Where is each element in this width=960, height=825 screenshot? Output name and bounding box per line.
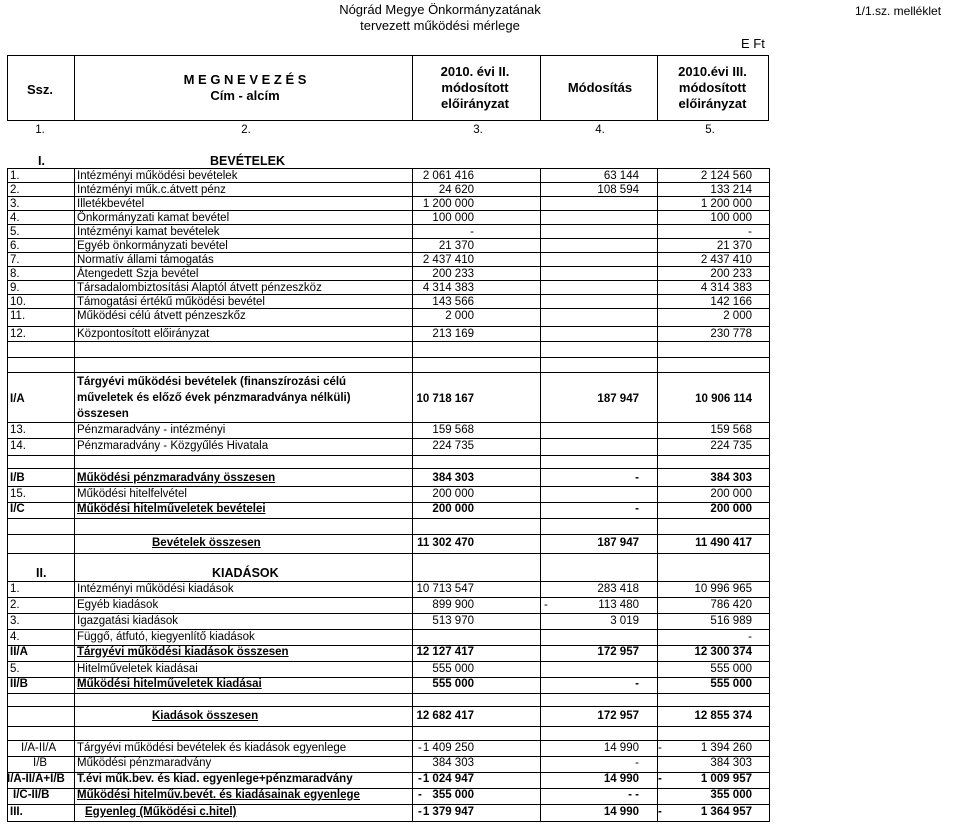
column-divider [657, 55, 658, 121]
row-v1: 100 000 [432, 212, 474, 224]
row-modification: 187 947 [597, 393, 639, 405]
row-separator [7, 238, 769, 239]
row-v1: 159 568 [432, 424, 474, 436]
row-number: 7. [10, 254, 20, 266]
row-v1-sign: - [418, 806, 422, 818]
column-number: 5. [705, 124, 715, 136]
row-name: Működési hitelfelvétel [77, 488, 187, 500]
row-v1: 384 303 [432, 472, 474, 484]
row-separator [7, 534, 769, 535]
row-number: I/C [10, 503, 25, 515]
row-modification: 172 957 [597, 710, 639, 722]
header-modification: Módosítás [567, 80, 633, 95]
row-v3: 12 300 374 [694, 646, 752, 658]
row-separator [7, 357, 769, 358]
row-name: Bevételek összesen [152, 537, 261, 549]
row-name: Működési hitelműveletek kiadásai [77, 678, 262, 690]
row-v3: 1 200 000 [700, 198, 752, 210]
row-number: 11. [10, 310, 26, 322]
row-separator [7, 740, 769, 741]
section-number: I. [38, 154, 45, 168]
header-v1-line-2: módosított [441, 80, 509, 95]
column-number: 3. [473, 124, 483, 136]
row-number: 1. [10, 583, 20, 595]
row-v3: 21 370 [716, 240, 752, 252]
row-name-line-3: összesen [77, 408, 129, 420]
header-v1-line-3: előirányzat [441, 96, 509, 111]
row-v3: 4 314 383 [700, 282, 752, 294]
row-v3: 133 214 [710, 184, 752, 196]
row-v3: 10 906 114 [695, 393, 752, 405]
section-title: BEVÉTELEK [210, 154, 286, 168]
row-name: Intézményi kamat bevételek [77, 226, 220, 238]
row-v1: 1 200 000 [422, 198, 474, 210]
row-separator [7, 661, 769, 662]
column-divider [540, 55, 541, 121]
row-name: Működési hitelműveletek bevételei [77, 503, 266, 515]
row-separator [7, 804, 769, 805]
row-v3: 516 989 [710, 615, 752, 627]
row-v3: 159 568 [710, 424, 752, 436]
row-v1: 24 620 [438, 184, 474, 196]
column-number: 4. [595, 124, 605, 136]
row-modification: - [635, 678, 639, 690]
row-v1: 10 718 167 [416, 393, 474, 405]
row-v3-sign: - [658, 773, 662, 785]
row-v3: 12 855 374 [694, 710, 752, 722]
row-separator [7, 438, 769, 439]
row-v1: 4 314 383 [422, 282, 474, 294]
row-v1: 355 000 [432, 789, 474, 801]
row-v1: 200 000 [432, 488, 474, 500]
row-name: Társadalombiztosítási Alaptól átvett pénzeszköz [77, 282, 322, 294]
row-v3: 2 000 [723, 310, 752, 322]
row-v1: 21 370 [438, 240, 474, 252]
page-title [290, 2, 590, 34]
row-name: Normatív állami támogatás [77, 254, 214, 266]
row-separator [7, 266, 769, 267]
row-v1: 200 233 [432, 268, 474, 280]
title-line-2: tervezett működési mérlege [360, 18, 520, 33]
row-v1: 224 735 [432, 440, 474, 452]
row-v1: 2 437 410 [422, 254, 474, 266]
row-v1: 899 900 [432, 599, 474, 611]
row-v3: 200 233 [710, 268, 752, 280]
row-v1: 2 061 416 [422, 170, 474, 182]
row-name: Támogatási értékű működési bevétel [77, 296, 265, 308]
row-modification: 187 947 [597, 537, 639, 549]
row-v1: - [470, 226, 474, 238]
row-modification-sign: - [544, 599, 548, 611]
row-separator [7, 726, 769, 727]
row-v1: 1 024 947 [422, 773, 474, 785]
row-separator [7, 422, 769, 423]
row-v3: 2 437 410 [700, 254, 752, 266]
column-divider [7, 168, 8, 822]
column-divider [412, 168, 413, 822]
row-name: Egyéb önkormányzati bevétel [77, 240, 228, 252]
row-number: 15. [10, 488, 26, 500]
row-name: Illetékbevétel [77, 198, 145, 210]
row-modification: 14 990 [603, 773, 639, 785]
row-v1: 1 379 947 [422, 806, 474, 818]
row-name-line-2: műveletek és előző évek pénzmaradványa nélküli) [77, 392, 351, 404]
row-name: Működési pénzmaradvány [77, 757, 212, 769]
row-name: Függő, átfutó, kiegyenlítő kiadások [77, 631, 255, 643]
row-separator [7, 706, 769, 707]
row-name: Átengedett Szja bevétel [77, 268, 199, 280]
column-divider [657, 168, 658, 822]
row-number: 5. [10, 226, 20, 238]
row-v3: 1 364 957 [700, 806, 752, 818]
row-number: 1. [10, 170, 20, 182]
row-number: I/A [10, 393, 25, 405]
header-v3 [660, 64, 765, 112]
row-v3: - [748, 631, 752, 643]
row-number: 4. [10, 212, 20, 224]
row-name: Működési hitelműv.bevét. és kiadásainak egyenlege [77, 789, 360, 801]
column-number: 1. [35, 124, 45, 136]
row-v1: 384 303 [432, 757, 474, 769]
row-separator [7, 280, 769, 281]
row-name: Igazgatási kiadások [77, 615, 179, 627]
row-v1-sign: - [418, 773, 422, 785]
row-separator [7, 597, 769, 598]
row-number: 10. [10, 296, 26, 308]
row-separator [7, 182, 769, 183]
header-name [130, 72, 360, 104]
row-name: Egyéb kiadások [77, 599, 159, 611]
row-separator [7, 308, 769, 309]
row-name: Működési pénzmaradvány összesen [77, 472, 276, 484]
row-number: I/B [33, 757, 48, 769]
row-separator [7, 196, 769, 197]
section-title: KIADÁSOK [212, 566, 279, 580]
header-v1-line-1: 2010. évi II. [440, 64, 510, 79]
title-line-1: Nógrád Megye Önkormányzatának [339, 2, 541, 17]
row-separator [7, 326, 769, 327]
row-number: II/A [10, 646, 28, 658]
row-modification: - - [628, 789, 639, 801]
row-v1: 513 970 [432, 615, 474, 627]
column-divider [412, 55, 413, 121]
row-v1: 143 566 [432, 296, 474, 308]
row-v1-sign: - [418, 789, 422, 801]
row-v3: 384 303 [710, 757, 752, 769]
header-v3-line-2: módosított [678, 80, 747, 95]
row-number: 5. [10, 663, 20, 675]
header-v1 [420, 64, 530, 112]
summary-row-ia [7, 376, 769, 424]
row-name: Pénzmaradvány - intézményi [77, 424, 226, 436]
row-separator [7, 693, 769, 694]
row-v1: 12 682 417 [416, 710, 474, 722]
header-v3-line-3: előirányzat [678, 96, 747, 111]
row-modification: 283 418 [597, 583, 639, 595]
row-number: 2. [10, 184, 20, 196]
row-separator [7, 252, 769, 253]
row-separator [7, 455, 769, 456]
annex-label: 1/1.sz. melléklet [855, 4, 942, 18]
unit-label: E Ft [741, 36, 765, 51]
row-modification: - [635, 472, 639, 484]
header-name-line-1: M E G N E V E Z É S [183, 72, 307, 87]
row-separator [7, 210, 769, 211]
row-v3: - [748, 226, 752, 238]
row-name: Központosított előirányzat [77, 328, 210, 340]
row-number: I/A-II/A [21, 742, 57, 754]
row-modification: - [635, 757, 639, 769]
row-v3: 555 000 [710, 663, 752, 675]
row-separator [7, 518, 769, 519]
row-name: Önkormányzati kamat bevétel [77, 212, 230, 224]
row-name: Kiadások összesen [152, 710, 259, 722]
row-v1: 11 302 470 [417, 537, 474, 549]
row-v1: 2 000 [445, 310, 474, 322]
row-v1: 12 127 417 [416, 646, 474, 658]
row-v3: 230 778 [710, 328, 752, 340]
row-number: 3. [10, 615, 20, 627]
header-name-line-2: Cím - alcím [210, 88, 280, 103]
row-number: 2. [10, 599, 20, 611]
row-separator [7, 341, 769, 342]
row-name: Hitelműveletek kiadásai [77, 663, 198, 675]
row-name: Működési célú átvett pénzeszkőz [77, 310, 246, 322]
row-name: Egyenleg (Működési c.hitel) [85, 806, 237, 818]
row-separator [7, 821, 769, 822]
row-number: I/A-II/A+I/B [7, 773, 65, 785]
column-divider [74, 168, 75, 822]
row-v3: 142 166 [710, 296, 752, 308]
row-name-line-1: Tárgyévi működési bevételek (finanszírozási célú [77, 376, 347, 388]
row-name: Intézményi működési kiadások [77, 583, 234, 595]
row-v1-sign: - [418, 742, 422, 754]
header-ssz: Ssz. [26, 82, 53, 97]
row-v3: 200 000 [710, 503, 752, 515]
row-modification: 63 144 [603, 170, 639, 182]
row-v1: 200 000 [432, 503, 474, 515]
row-v3: 2 124 560 [700, 170, 752, 182]
row-number: I/C-II/B [13, 789, 50, 801]
row-separator [7, 372, 769, 373]
row-name: Tárgyévi működési kiadások összesen [77, 646, 289, 658]
row-number: 14. [10, 440, 26, 452]
row-modification: - [635, 503, 639, 515]
row-name: T.évi műk.bev. és kiad. egyenlege+pénzmaradvány [77, 773, 353, 785]
row-modification: 3 019 [610, 615, 639, 627]
row-v3: 555 000 [710, 678, 752, 690]
row-name: Intézményi műk.c.átvett pénz [77, 184, 226, 196]
row-v3: 1 394 260 [700, 742, 752, 754]
row-modification: 14 990 [603, 742, 639, 754]
row-v1: 1 409 250 [422, 742, 474, 754]
column-divider [769, 168, 770, 822]
row-number: 3. [10, 198, 20, 210]
row-v3: 355 000 [710, 789, 752, 801]
row-separator [7, 294, 769, 295]
row-modification: 113 480 [598, 599, 639, 611]
row-number: II/B [10, 678, 28, 690]
row-v3-sign: - [658, 742, 662, 754]
row-number: III. [10, 806, 23, 818]
row-v3: 786 420 [710, 599, 752, 611]
row-name: Tárgyévi működési bevételek és kiadások egyenlege [77, 742, 347, 754]
row-separator [7, 168, 769, 169]
row-separator [7, 224, 769, 225]
row-separator [7, 468, 769, 469]
row-v3: 224 735 [710, 440, 752, 452]
row-number: 12. [10, 328, 26, 340]
row-v1: 10 713 547 [416, 583, 474, 595]
row-v3: 11 490 417 [695, 537, 752, 549]
row-v3: 100 000 [710, 212, 752, 224]
row-modification: 14 990 [603, 806, 639, 818]
row-separator [7, 629, 769, 630]
row-separator [7, 613, 769, 614]
header-v3-line-1: 2010.évi III. [678, 64, 747, 79]
row-separator [7, 486, 769, 487]
row-modification: 172 957 [597, 646, 639, 658]
row-number: 8. [10, 268, 20, 280]
row-v3: 200 000 [710, 488, 752, 500]
row-modification: 108 594 [597, 184, 639, 196]
column-number: 2. [241, 124, 251, 136]
row-v3: 1 009 957 [700, 773, 752, 785]
row-v3-sign: - [658, 806, 662, 818]
row-v1: 555 000 [432, 663, 474, 675]
column-divider [74, 55, 75, 121]
row-name: Pénzmaradvány - Közgyűlés Hivatala [77, 440, 269, 452]
column-divider [540, 168, 541, 822]
row-v3: 384 303 [710, 472, 752, 484]
row-number: 13. [10, 424, 26, 436]
row-name: Intézményi működési bevételek [77, 170, 238, 182]
row-v1: 213 169 [432, 328, 474, 340]
row-number: 4. [10, 631, 20, 643]
row-number: 9. [10, 282, 20, 294]
row-number: I/B [10, 472, 25, 484]
row-separator [7, 581, 769, 582]
row-v3: 10 996 965 [694, 583, 752, 595]
row-number: 6. [10, 240, 20, 252]
row-separator [7, 553, 769, 554]
section-number: II. [36, 566, 47, 580]
row-v1: 555 000 [432, 678, 474, 690]
